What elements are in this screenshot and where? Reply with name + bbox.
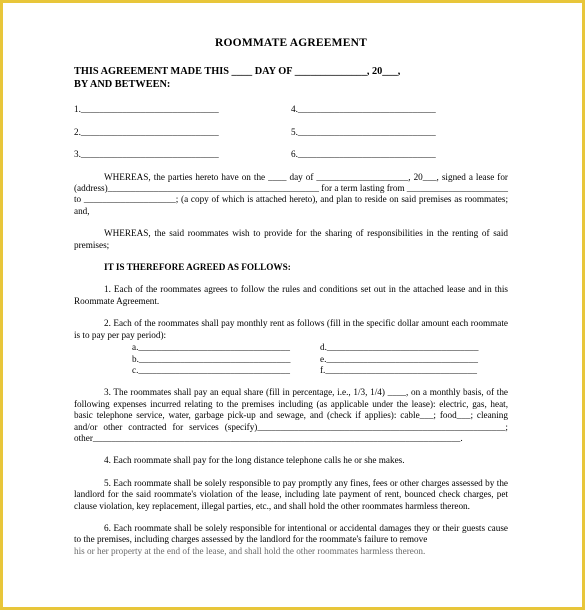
parties-list	[74, 104, 508, 160]
party-row	[74, 149, 508, 160]
party-row	[74, 104, 508, 115]
clause-1: 1. Each of the roommates agrees to follow the rules and conditions set out in the attached lease and in this Roommate Agreement.	[74, 284, 508, 306]
party-field-1[interactable]: 1.______________________________	[74, 104, 219, 115]
whereas-clause-2: WHEREAS, the said roommates wish to provide for the sharing of responsibilities in the renting of said premises;	[74, 228, 508, 250]
rent-row	[132, 354, 508, 365]
clause-5: 5. Each roommate shall be solely responsible to pay promptly any fines, fees or other charges assessed by the landlord for the said roommate's violation of the lease, including late payment of rent, bounced check charges, pet clause violation, key replacement, illegal parties, etc., and shall hold the other roommates harmless thereon.	[74, 477, 508, 511]
agreed-heading: IT IS THEREFORE AGREED AS FOLLOWS:	[104, 262, 291, 273]
rent-row	[132, 365, 508, 376]
whereas-clause-1: WHEREAS, the parties hereto have on the ____ day of ____________________, 20___, signed a lease for (address)______________________________________________ for a term lasting from ______________________ to ____________________; (a copy of which is attached hereto), and plan to reside on said premises as roommates; and,	[74, 171, 508, 216]
rent-field-e[interactable]: e._________________________________	[320, 353, 478, 364]
party-row	[74, 127, 508, 138]
clause-2: 2. Each of the roommates shall pay monthly rent as follows (fill in the specific dollar amount each roommate is to pay per pay period):	[74, 318, 508, 340]
party-field-2[interactable]: 2.______________________________	[74, 126, 219, 137]
clause-6-continued: his or her property at the end of the lease, and shall hold the other roommates harmless thereon.	[74, 545, 426, 556]
rent-lines	[132, 342, 508, 376]
rent-field-f[interactable]: f._________________________________	[320, 364, 477, 375]
document-title: ROOMMATE AGREEMENT	[215, 37, 367, 49]
clause-4: 4. Each roommate shall pay for the long distance telephone calls he or she makes.	[104, 455, 405, 466]
rent-field-a[interactable]: a._________________________________	[132, 342, 290, 353]
party-field-6[interactable]: 6.______________________________	[291, 149, 436, 160]
clause-3: 3. The roommates shall pay an equal share (fill in percentage, i.e., 1/3, 1/4) ____, on a monthly basis, of the following expenses incurred relating to the premises including (as applicable under the lease): electric, gas, heat, basic telephone service, water, garbage pick-up and sewage, and (check if applies): cable___; food___; cleaning and/or other contracted for services (specify)______________________________________________________; other________________________________________________________________________________.	[74, 387, 508, 443]
intro-line-1: THIS AGREEMENT MADE THIS ____ DAY OF ______________, 20___,	[74, 66, 401, 78]
party-field-4[interactable]: 4.______________________________	[291, 104, 436, 115]
rent-field-b[interactable]: b._________________________________	[132, 353, 291, 364]
agreement-document	[74, 38, 508, 557]
rent-field-d[interactable]: d._________________________________	[320, 342, 479, 353]
rent-row	[132, 342, 508, 353]
clause-6: 6. Each roommate shall be solely responsible for intentional or accidental damages they or their guests cause to the premises, including charges assessed by the landlord for the roommate's failure to remove	[74, 522, 508, 545]
rent-field-c[interactable]: c._________________________________	[132, 364, 290, 375]
party-field-5[interactable]: 5.______________________________	[291, 126, 436, 137]
intro-line-2: BY AND BETWEEN:	[74, 79, 171, 91]
party-field-3[interactable]: 3.______________________________	[74, 149, 219, 160]
